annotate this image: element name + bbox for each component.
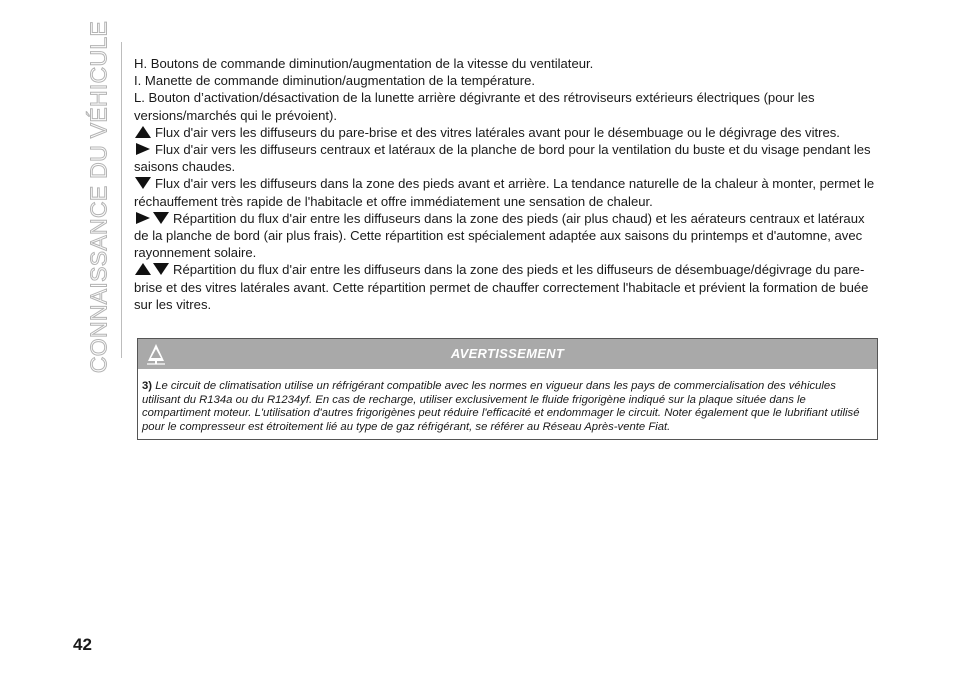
mode-dashboard (134, 141, 878, 175)
mode-dashboard-feet (134, 210, 878, 262)
warning-body (142, 380, 873, 435)
mode-dashboard-text: Flux d'air vers les diffuseurs centraux et latéraux de la planche de bord pour la ventilation du buste et du visage pendant les saisons chaudes. (134, 142, 871, 175)
feet-flow-icon (134, 177, 152, 189)
mode-feet (134, 175, 878, 209)
paragraph-h: H. Boutons de commande diminution/augmentation de la vitesse du ventilateur. (134, 56, 594, 71)
warning-header (138, 339, 877, 369)
warning-title: AVERTISSEMENT (450, 346, 565, 361)
mode-windscreen (134, 124, 878, 141)
mode-feet-text: Flux d'air vers les diffuseurs dans la zone des pieds avant et arrière. La tendance naturelle de la chaleur à monter, permet le réchauffement très rapide de l'habitacle et offre immédiatement une sensation de chaleur. (134, 176, 875, 209)
paragraph-l: L. Bouton d’activation/désactivation de la lunette arrière dégivrante et des rétroviseurs extérieurs électriques (pour les versions/marchés qui le prévoient). (134, 90, 815, 123)
warning-box (137, 338, 878, 440)
section-rule (121, 42, 122, 358)
section-title-vertical (84, 20, 114, 374)
paragraph-i: I. Manette de commande diminution/augmentation de la température. (134, 73, 536, 89)
section-title: CONNAISSANCE DU VÉHICULE (85, 20, 112, 374)
mode-windscreen-feet (134, 261, 878, 313)
mode-windscreen-feet-text: Répartition du flux d'air entre les diffuseurs dans la zone des pieds et les diffuseurs de désembuage/dégivrage du pare-brise et des vitres latérales avant. Cette répartition permet de chauffer correctement l'habitacle et prévient la formation de buée sur les vitres. (134, 262, 869, 312)
mode-windscreen-text: Flux d'air vers les diffuseurs du pare-brise et des vitres latérales avant pour le désembuage ou le dégivrage des vitres. (155, 124, 840, 140)
dashboard-feet-flow-icon (134, 212, 170, 224)
mode-dashboard-feet-text: Répartition du flux d'air entre les diffuseurs dans la zone des pieds (air plus chaud) et les aérateurs centraux et latéraux de la planche de bord (air plus frais). Cette répartition est spécialement adaptée aux saisons du printemps et d'automne, avec rayonnement solaire. (134, 210, 865, 261)
main-content (134, 55, 878, 313)
dashboard-flow-icon (134, 143, 152, 155)
page-number: 42 (73, 635, 92, 654)
windscreen-flow-icon (134, 126, 152, 138)
warning-number: 3) (142, 380, 153, 392)
warning-text: Le circuit de climatisation utilise un réfrigérant compatible avec les normes en vigueur dans les pays de commercialisation des véhicules utilisant du R134a ou du R1234yf. En cas de recharge, utiliser exclusivement le fluide frigorigène indiqué sur la plaque située dans le compartiment moteur. L'utilisation d'autres frigorigènes peut réduire l'efficacité et endommager le circuit. Noter également que le lubrifiant utilisé pour le compresseur est étroitement lié au type de gaz réfrigérant, se référer au Réseau Après-vente Fiat. (142, 380, 860, 434)
windscreen-feet-flow-icon (134, 263, 170, 275)
